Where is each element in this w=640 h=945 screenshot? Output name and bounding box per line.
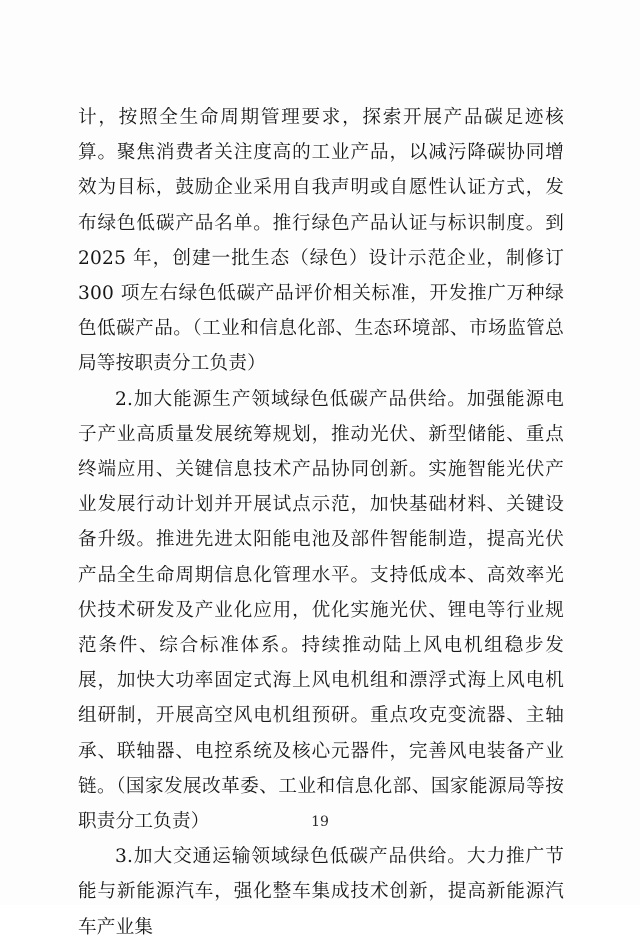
paragraph-item-2: 2.加大能源生产领域绿色低碳产品供给。加强能源电子产业高质量发展统筹规划，推动光伏、新型储能、重点终端应用、关键信息技术产品协同创新。实施智能光伏产业发展行动计划并开展试点示范，加快基础材料、关键设备升级。推进先进太阳能电池及部件智能制造，提高光伏产品全生命周期信息化管理水平。支持低成本、高效率光伏技术研发及产业化应用，优化实施光伏、锂电等行业规范条件、综合标准体系。持续推动陆上风电机组稳步发展，加快大功率固定式海上风电机组和漂浮式海上风电机组研制，开展高空风电机组预研。重点攻克变流器、主轴承、联轴器、电控系统及核心元器件，完善风电装备产业链。（国家发展改革委、工业和信息化部、国家能源局等按职责分工负责）: [78, 388, 564, 833]
paragraph-item-3: 3.加大交通运输领域绿色低碳产品供给。大力推广节能与新能源汽车，强化整车集成技术创新，提高新能源汽车产业集: [78, 846, 564, 938]
page-number: 19: [311, 814, 329, 830]
paragraph-continued: 计，按照全生命周期管理要求，探索开展产品碳足迹核算。聚焦消费者关注度高的工业产品，以减污降碳协同增效为目标，鼓励企业采用自我声明或自愿性认证方式，发布绿色低碳产品名单。推行绿色产品认证与标识制度。到 2025 年，创建一批生态（绿色）设计示范企业，制修订 300 项左右绿色低碳产品评价相关标准，开发推广万种绿色低碳产品。（工业和信息化部、生态环境部、市场监管总局等按职责分工负责）: [78, 107, 564, 375]
